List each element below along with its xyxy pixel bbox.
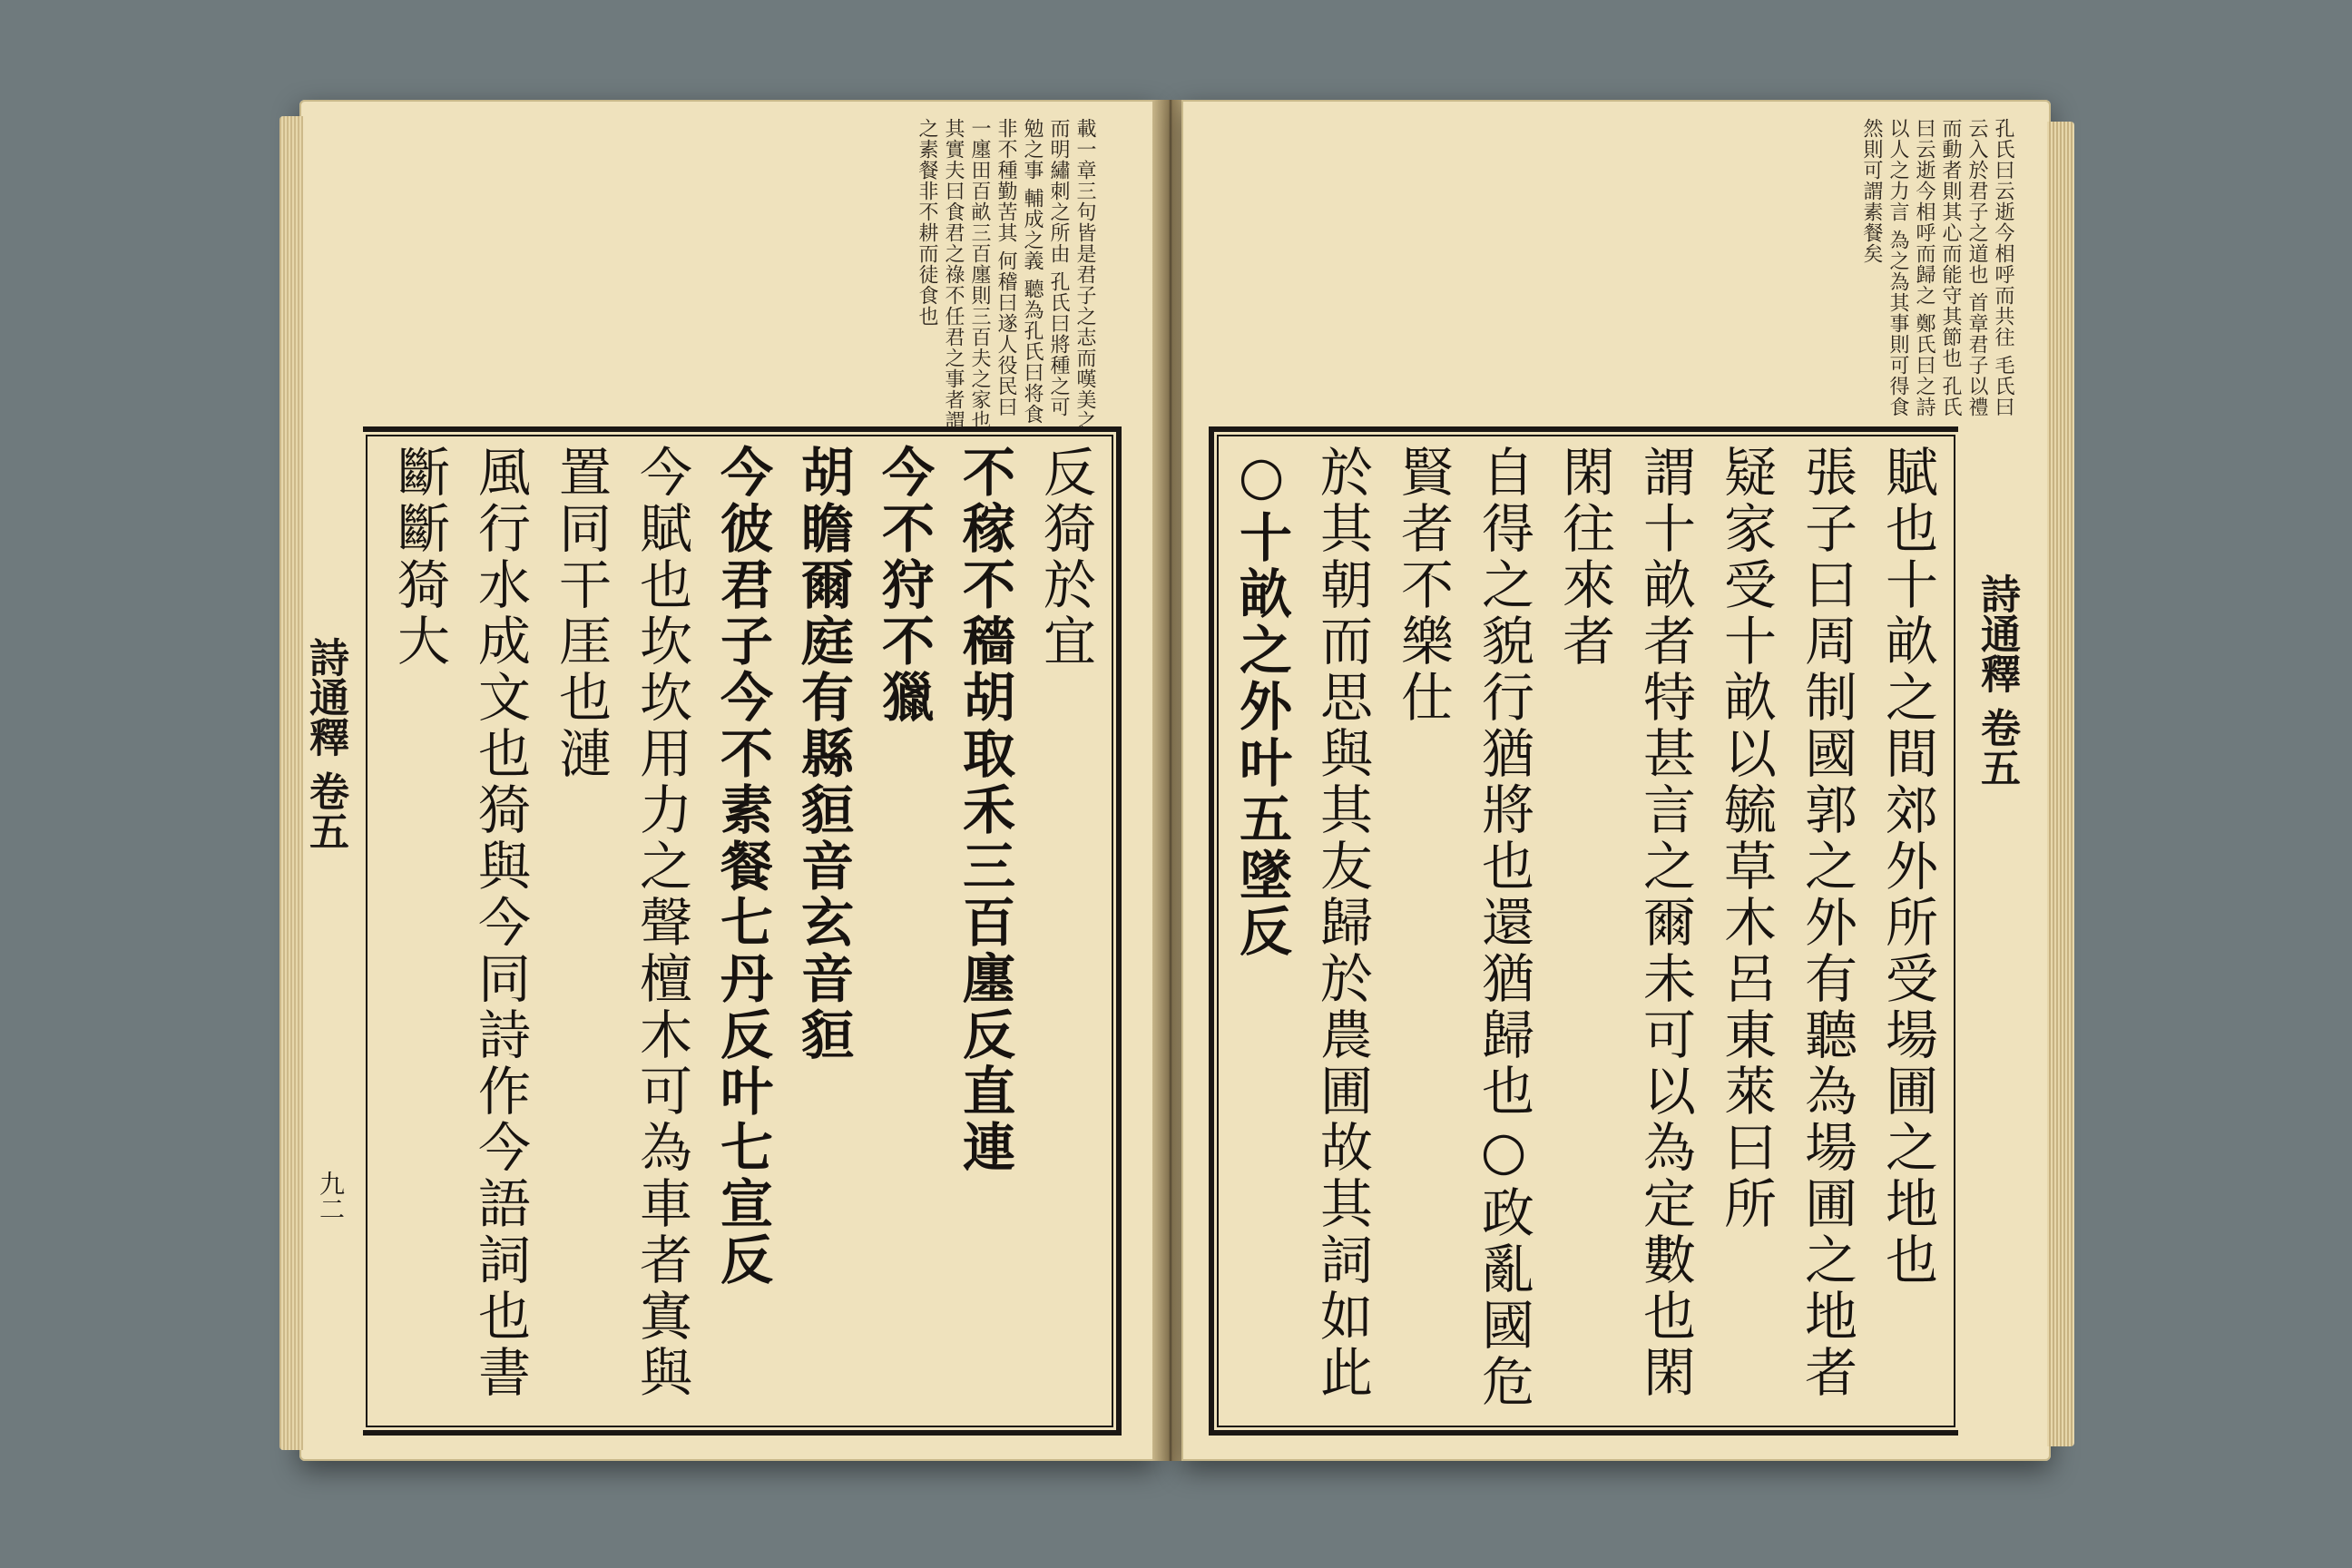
left-page: [299, 100, 1157, 1461]
note-line: 孔氏曰云逝今相呼而歸之: [1913, 118, 1962, 417]
text-column: 不稼不穡胡取禾三百廛反直連: [954, 445, 1015, 1176]
text-column: 今不狩不獵: [873, 445, 935, 726]
left-annotation-block: [354, 118, 1098, 436]
note-line: 首章君子以禮而動者則其心而能守其節也: [1939, 118, 1988, 417]
text-column: 張子曰周制國郭之外有聽為場圃之地者疑家受十畝以毓草木呂東萊曰所: [1715, 445, 1857, 1401]
text-column: 胡瞻爾庭有縣貆音玄音貆: [792, 445, 854, 1063]
text-column: 於其朝而思與其友歸於農圃故其詞如此: [1311, 445, 1373, 1401]
left-text-frame: [363, 426, 1122, 1436]
note-line: 聽為孔氏曰将食非不種勤苦其: [995, 118, 1044, 425]
page-edges-right: [2047, 122, 2074, 1446]
note-line: 輔成之義: [1021, 188, 1044, 271]
right-running-title: 詩通釋 卷五: [1974, 573, 2020, 788]
text-column: 今彼君子今不素餐七丹反叶七宣反: [711, 445, 773, 1289]
note-line: 鄭氏曰之詩以人之力言: [1886, 118, 1936, 417]
note-line: 而明繡刺之所由: [1047, 118, 1070, 264]
text-column: 反猗於宜: [1034, 445, 1096, 670]
note-line: 其實夫曰食君之祿不任君之事者謂之素餐非不耕而徒食也: [916, 118, 965, 431]
text-column: 今賦也坎坎用力之聲檀木可為車者寘與置同干厓也漣: [550, 445, 692, 1401]
text-column: 賦也十畝之間郊外所受場圃之地也: [1877, 445, 1938, 1289]
note-line: 何稽曰遂人役民曰一廛田百畝三百廛則三百夫之家也: [968, 118, 1017, 431]
right-annotation-block: [1218, 118, 2016, 436]
text-column: 自得之貌行猶將也還猶歸也○政亂國危賢者不樂仕: [1392, 445, 1534, 1410]
right-page: [1181, 100, 2051, 1461]
page-number: 九二: [316, 1171, 346, 1221]
right-main-text: [1225, 445, 1947, 1417]
note-line: 載一章三句皆是君子之志而嘆美之: [1073, 118, 1096, 431]
text-column: 謂十畝者特甚言之爾未可以為定數也閑閑往來者: [1553, 445, 1696, 1401]
note-line: 毛氏曰云入於君子之道也: [1965, 118, 2014, 417]
note-line: 孔氏曰將種之可勉之事: [1021, 118, 1070, 417]
left-running-title: 詩通釋 卷五: [302, 637, 348, 851]
text-column: [374, 445, 378, 1417]
right-text-frame: [1209, 426, 1958, 1436]
open-book: [299, 100, 2051, 1461]
text-column: 風行水成文也猗與今同詩作今語詞也書斷斷猗大: [388, 445, 531, 1401]
note-line: 孔氏曰云逝今相呼而共往: [1992, 118, 2014, 348]
left-main-text: [374, 445, 1105, 1417]
note-line: 為之為其事則可得食然則可謂素餐矣: [1860, 118, 1909, 417]
text-column: ○十畝之外叶五墜反: [1230, 445, 1292, 960]
